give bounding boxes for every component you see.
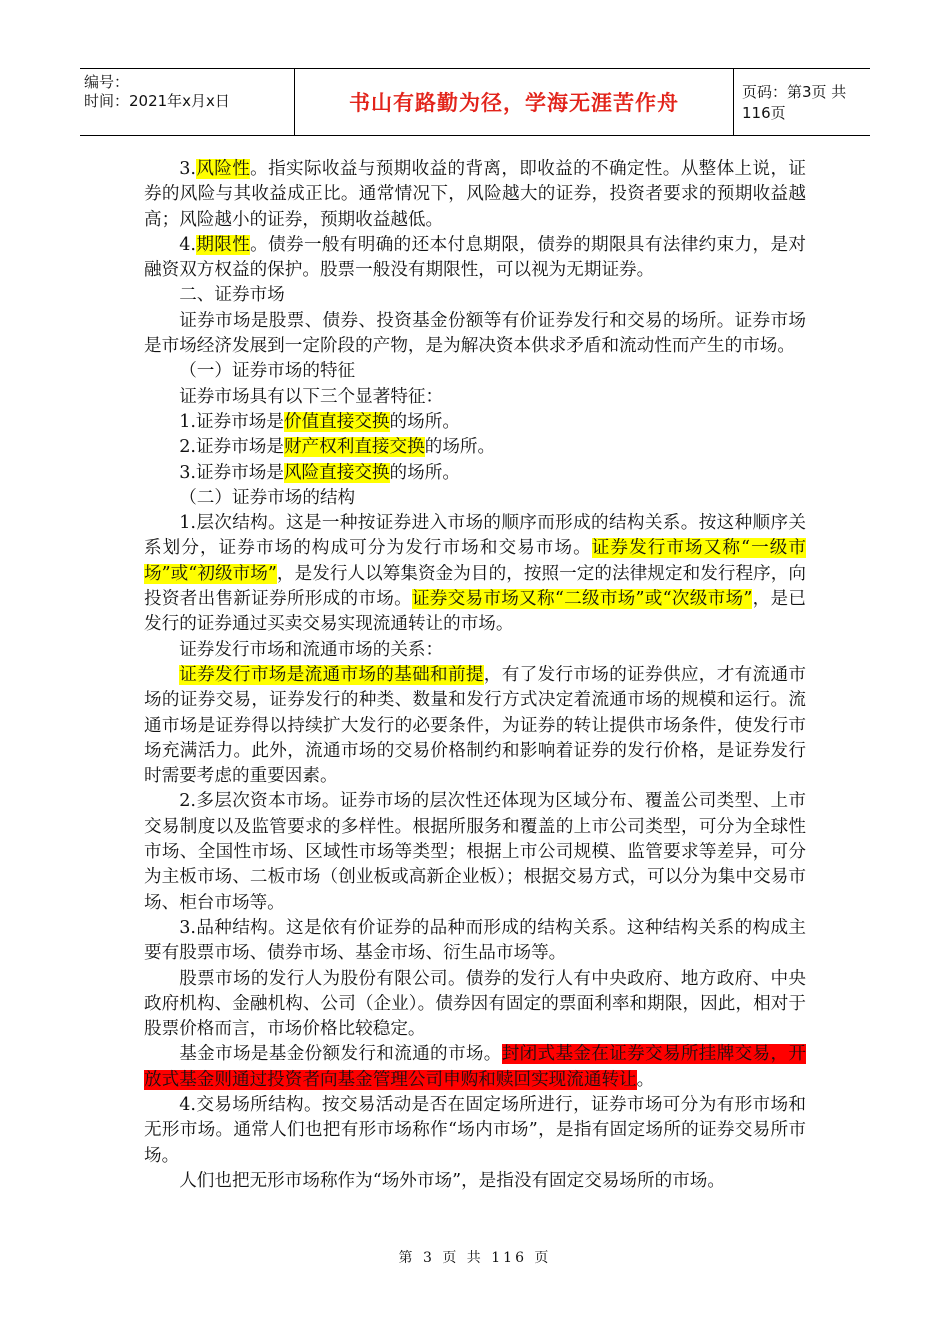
text-run: 2.证券市场是 [179, 437, 284, 458]
text-run: ，是已发行的证券通过买卖交易实现流通转让的市场。 [144, 589, 806, 635]
header-table [80, 68, 870, 136]
subsection-heading: （二）证券市场的结构 [179, 487, 356, 508]
highlight-text: 证券发行市场是流通市场的基础和前提 [179, 664, 484, 685]
paragraph-hierarchy [144, 511, 806, 637]
highlight-text: 风险性 [195, 159, 251, 179]
highlight-text: 证券交易市场又称“二级市场”或“次级市场” [411, 589, 753, 610]
text-run: 基金市场是基金份额发行和流通的市场。 [179, 1044, 502, 1065]
page-footer: 第 3 页 共 116 页 [398, 1250, 552, 1266]
text-run: 。指实际收益与预期收益的背离，即收益的不确定性。从整体上说，证券的风险与其收益成正比。通常情况下，风险越大的证券，投资者要求的预期收益越高；风险越小的证券，预期收益越低。 [144, 159, 806, 230]
paragraph-term [144, 233, 806, 284]
paragraph-relation-intro: 证券发行市场和流通市场的关系： [179, 639, 444, 660]
text-run: 的场所。 [389, 411, 460, 432]
text-run: ，有了发行市场的证券供应，才有流通市场的证券交易，证券发行的种类、数量和发行方式决定着流通市场的规模和运行。流通市场是证券得以持续扩大发行的必要条件，为证券的转让提供市场条件，使发行市场充满活力。此外，流通市场的交易价格制约和影响着证券的发行价格，是证券发行时需要考虑的重要因素。 [144, 664, 806, 787]
paragraph-otc: 人们也把无形市场称作为“场外市场”，是指没有固定交易场所的市场。 [179, 1170, 725, 1191]
header-motto-cell [295, 69, 734, 135]
list-item [144, 435, 806, 460]
subsection-heading: （一）证券市场的特征 [179, 361, 356, 382]
date-label: 时间：2021年x月x日 [84, 92, 230, 110]
text-run: 1.证券市场是 [179, 411, 284, 432]
text-run: 4. [179, 234, 196, 255]
header-page-cell [733, 69, 870, 135]
list-item [144, 461, 806, 486]
page-info: 页码：第3页 共116页 [742, 83, 847, 122]
paragraph-relation [144, 663, 806, 789]
paragraph-features-intro: 证券市场具有以下三个显著特征： [179, 386, 444, 407]
highlight-text: 期限性 [195, 234, 251, 255]
serial-label: 编号： [84, 73, 130, 91]
highlight-text: 价值直接交换 [283, 411, 390, 432]
paragraph-risk [144, 157, 806, 233]
text-run: 3.证券市场是 [179, 462, 284, 483]
paragraph-venue: 4.交易场所结构。按交易活动是否在固定场所进行，证券市场可分为有形市场和无形市场。通常人们也把有形市场称作“场内市场”，是指有固定场所的证券交易所市场。 [144, 1094, 806, 1166]
text-run: 的场所。 [424, 437, 496, 458]
paragraph-stock-bond: 股票市场的发行人为股份有限公司。债券的发行人有中央政府、地方政府、中央政府机构、金融机构、公司（企业）。债券因有固定的票面利率和期限，因此，相对于股票价格而言，市场价格比较稳定。 [144, 968, 806, 1040]
highlight-text: 财产权利直接交换 [283, 437, 425, 458]
paragraph-variety: 3.品种结构。这是依有价证券的品种而形成的结构关系。这种结构关系的构成主要有股票市场、债券市场、基金市场、衍生品市场等。 [144, 917, 806, 964]
header-meta [80, 69, 295, 135]
highlight-text: 证券发行市场又称“一级市场”或“初级市场” [144, 538, 806, 584]
text-run: 。债券一般有明确的还本付息期限，债券的期限具有法律约束力，是对融资双方权益的保护。股票一般没有期限性，可以视为无期证券。 [144, 234, 806, 281]
document-body [144, 157, 806, 1194]
paragraph-multilevel: 2.多层次资本市场。证券市场的层次性还体现为区域分布、覆盖公司类型、上市交易制度以及监管要求的多样性。根据所服务和覆盖的上市公司类型，可分为全球性市场、全国性市场、区域性市场等类型；根据上市公司规模、监管要求等差异，可分为主板市场、二板市场（创业板或高新企业板）；根据交易方式，可以分为集中交易市场、柜台市场等。 [144, 791, 806, 913]
text-run: 1.层次结构。这是一种按证券进入市场的顺序而形成的结构关系。按这种顺序关系划分，证券市场的构成可分为发行市场和交易市场。 [144, 513, 806, 559]
text-run: ，是发行人以筹集资金为目的，按照一定的法律规定和发行程序，向投资者出售新证券所形成的市场。 [144, 563, 806, 610]
motto-text: 书山有路勤为径，学海无涯苦作舟 [349, 91, 679, 115]
text-run: 3. [179, 159, 196, 179]
highlight-text: 风险直接交换 [283, 462, 390, 483]
list-item [144, 410, 806, 435]
text-run: 。 [636, 1069, 655, 1090]
text-run: 的场所。 [389, 462, 460, 483]
highlight-red-text: 封闭式基金在证券交易所挂牌交易，开放式基金则通过投资者向基金管理公司申购和赎回实现流通转让 [144, 1044, 806, 1090]
paragraph-definition: 证券市场是股票、债券、投资基金份额等有价证券发行和交易的场所。证券市场是市场经济发展到一定阶段的产物，是为解决资本供求矛盾和流动性而产生的市场。 [144, 310, 806, 357]
section-heading: 二、证券市场 [179, 285, 285, 306]
paragraph-fund [144, 1042, 806, 1093]
